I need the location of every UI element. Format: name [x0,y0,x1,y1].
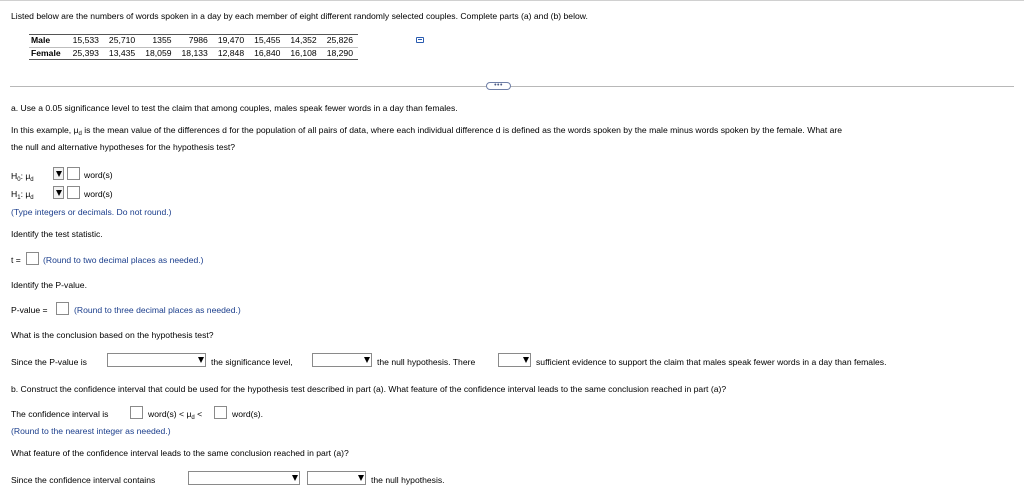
table-cell: 25,393 [68,47,104,60]
round-hint: (Round to the nearest integer as needed.) [11,426,171,436]
h0-unit: word(s) [84,170,113,180]
table-cell: 12,848 [213,47,249,60]
table-cell: 1355 [140,35,176,48]
table-cell: 18,290 [322,47,358,60]
table-cell: 25,710 [104,35,140,48]
mu-text: : μ [20,189,31,199]
table-cell: 15,533 [68,35,104,48]
ci-contains-dropdown[interactable] [188,471,300,485]
explanation-line-1 [11,126,842,135]
table-row-female [29,47,358,60]
part-a-prompt: a. Use a 0.05 significance level to test the claim that among couples, males speak fewer words in a day than females. [11,103,458,113]
ci-mid-text: < [194,409,203,419]
h1-label [11,190,34,199]
table-cell: 15,455 [249,35,285,48]
sufficient-text: sufficient evidence to support the claim that males speak fewer words in a day than females. [536,357,887,367]
chevron-down-icon [358,475,364,481]
explanation-text: is the mean value of the differences d for the population of all pairs of data, where each individual difference d is defined as the words spoken by the male minus words spoken by the female. What are [81,125,843,135]
h0-operator-dropdown[interactable] [53,167,64,180]
row-label: Male [29,35,68,48]
null-there-text: the null hypothesis. There [377,357,476,367]
ci-end-unit: word(s). [232,409,264,419]
type-hint: (Type integers or decimals. Do not round.) [11,207,172,217]
subscript: d [30,195,34,201]
subscript: 0 [17,177,21,183]
h-letter: H [11,189,18,199]
data-table [29,34,358,60]
identify-statistic: Identify the test statistic. [11,229,103,239]
table-cell: 18,059 [140,47,176,60]
t-hint: (Round to two decimal places as needed.) [43,255,204,265]
table-cell: 25,826 [322,35,358,48]
since-ci-text: Since the confidence interval contains [11,475,156,485]
ci-middle [148,410,202,419]
table-cell: 18,133 [177,47,213,60]
h-letter: H [11,171,18,181]
h1-unit: word(s) [84,189,113,199]
mu-text: : μ [20,171,31,181]
row-label: Female [29,47,68,60]
table-cell: 14,352 [285,35,321,48]
h1-value-input[interactable] [67,186,80,199]
chevron-down-icon [364,357,370,363]
table-cell: 19,470 [213,35,249,48]
subscript: d [191,415,195,421]
explanation-text: In this example, μ [11,125,79,135]
since-p-text: Since the P-value is [11,357,87,367]
chevron-down-icon [292,475,298,481]
feature-question: What feature of the confidence interval leads to the same conclusion reached in part (a)? [11,448,349,458]
subscript: d [30,177,34,183]
table-cell: 7986 [177,35,213,48]
ci-mid-text: word(s) < μ [148,409,192,419]
h0-label [11,172,34,181]
copy-data-icon[interactable] [416,37,424,43]
null-end-text: the null hypothesis. [371,475,445,485]
table-cell: 16,840 [249,47,285,60]
ci-label: The confidence interval is [11,409,109,419]
section-divider [10,86,1014,87]
intro-text: Listed below are the numbers of words spoken in a day by each member of eight different randomly selected couples. Complete parts (a) and (b) below. [11,11,588,21]
reject-dropdown[interactable] [312,353,372,367]
subscript: 1 [17,195,21,201]
more-button[interactable]: ••• [486,82,511,90]
sig-level-text: the significance level, [211,357,293,367]
part-b-prompt: b. Construct the confidence interval that could be used for the hypothesis test described in part (a). What feature of the confidence interval leads to the same conclusion reached in part (a)? [11,384,727,394]
table-cell: 16,108 [285,47,321,60]
t-input[interactable] [26,252,39,265]
h1-operator-dropdown[interactable] [53,186,64,199]
identify-p-value: Identify the P-value. [11,280,87,290]
table-row-male [29,35,358,48]
h0-value-input[interactable] [67,167,80,180]
ci-lower-input[interactable] [130,406,143,419]
p-value-label: P-value = [11,305,48,315]
chevron-down-icon [198,357,204,363]
t-label: t = [11,255,21,265]
top-border [0,0,1024,4]
table-cell: 13,435 [104,47,140,60]
p-value-input[interactable] [56,302,69,315]
conclusion-question: What is the conclusion based on the hypothesis test? [11,330,214,340]
p-value-hint: (Round to three decimal places as needed.) [74,305,241,315]
evidence-dropdown[interactable] [498,353,531,367]
chevron-down-icon [523,357,529,363]
ci-upper-input[interactable] [214,406,227,419]
explanation-line-2: the null and alternative hypotheses for the hypothesis test? [11,142,236,152]
subscript: d [78,131,82,137]
ci-reject-dropdown[interactable] [307,471,366,485]
p-comparison-dropdown[interactable] [107,353,206,367]
